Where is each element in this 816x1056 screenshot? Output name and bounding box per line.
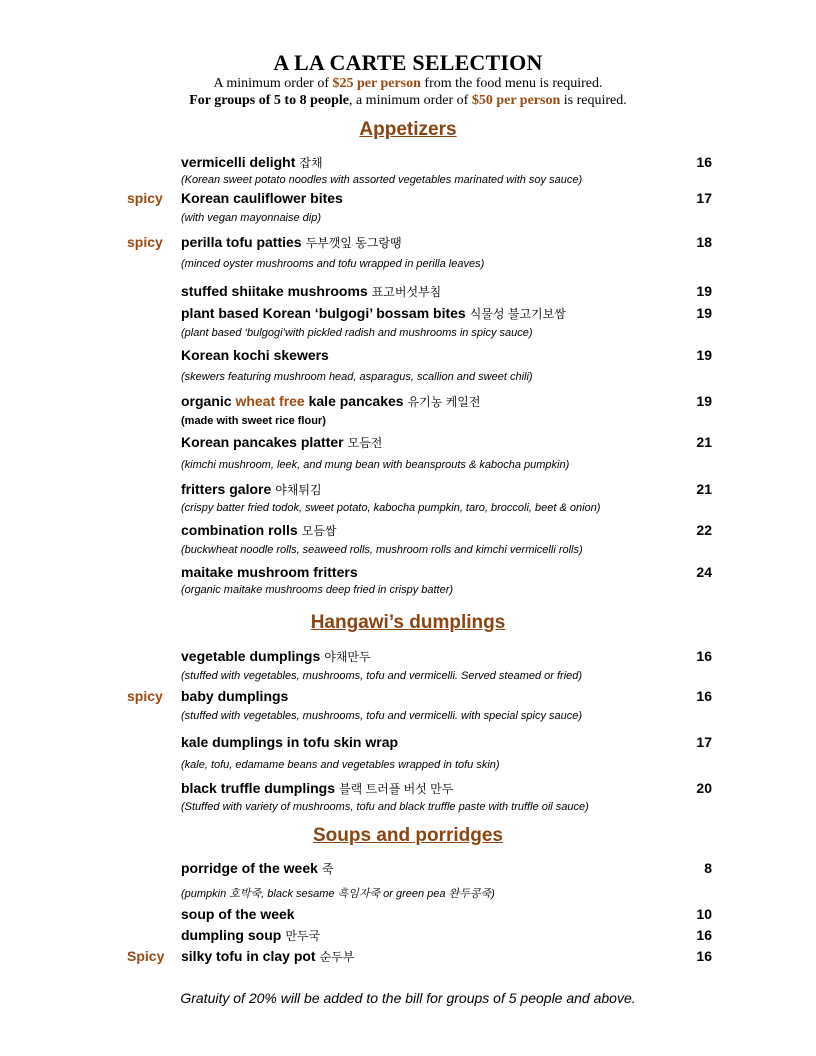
menu-item-name: organic wheat free kale pancakes 유기농 케일전 xyxy=(181,393,481,409)
menu-item-description: (stuffed with vegetables, mushrooms, tofu and vermicelli. with special spicy sauce) xyxy=(181,710,583,722)
menu-item-description: (Stuffed with variety of mushrooms, tofu and black truffle paste with truffle oil sauce) xyxy=(181,801,589,813)
menu-item-name: vermicelli delight 잡채 xyxy=(181,154,323,170)
section-heading-appetizers: Appetizers xyxy=(359,119,457,140)
menu-item-name: soup of the week xyxy=(181,906,295,922)
menu-item-description: (stuffed with vegetables, mushrooms, tofu and vermicelli. Served steamed or fried) xyxy=(181,670,583,682)
menu-item-price: 18 xyxy=(696,234,712,250)
menu-item-description: (buckwheat noodle rolls, seaweed rolls, mushroom rolls and kimchi vermicelli rolls) xyxy=(181,544,583,556)
menu-item-price: 16 xyxy=(696,648,712,664)
menu-item-name: Korean kochi skewers xyxy=(181,347,329,363)
menu-item-description: (crispy batter fried todok, sweet potato, kabocha pumpkin, taro, broccoli, beet & onion) xyxy=(181,502,601,514)
menu-item-name: combination rolls 모듬쌈 xyxy=(181,522,337,538)
menu-item-name: baby dumplings xyxy=(181,688,289,704)
menu-item-price: 17 xyxy=(696,734,712,750)
menu-item-price: 22 xyxy=(696,522,712,538)
menu-item-description: (skewers featuring mushroom head, asparagus, scallion and sweet chili) xyxy=(181,371,533,383)
menu-item-price: 24 xyxy=(696,564,712,580)
menu-item-description: (kimchi mushroom, leek, and mung bean with beansprouts & kabocha pumpkin) xyxy=(181,459,570,471)
menu-item-description: (kale, tofu, edamame beans and vegetables wrapped in tofu skin) xyxy=(181,759,500,771)
spicy-tag: spicy xyxy=(127,688,163,704)
menu-item-price: 8 xyxy=(704,860,712,876)
menu-item-price: 19 xyxy=(696,393,712,409)
menu-item-name: kale dumplings in tofu skin wrap xyxy=(181,734,399,750)
menu-item-name: silky tofu in clay pot 순두부 xyxy=(181,948,355,964)
menu-item-description: (organic maitake mushrooms deep fried in crispy batter) xyxy=(181,584,454,596)
gratuity-note: Gratuity of 20% will be added to the bill for groups of 5 people and above. xyxy=(180,990,636,1006)
menu-item-price: 17 xyxy=(696,190,712,206)
section-heading-soups: Soups and porridges xyxy=(312,825,504,846)
menu-item-name: fritters galore 야채튀김 xyxy=(181,481,322,497)
menu-item-price: 16 xyxy=(696,688,712,704)
menu-item-name: plant based Korean ‘bulgogi’ bossam bites 식물성 불고기보쌈 xyxy=(181,305,566,321)
menu-item-price: 16 xyxy=(696,927,712,943)
minimum-order-note: A minimum order of $25 per person from the food menu is required. xyxy=(213,76,603,91)
menu-item-name: Korean pancakes platter 모듬전 xyxy=(181,434,383,450)
menu-item-description: (Korean sweet potato noodles with assorted vegetables marinated with soy sauce) xyxy=(181,174,583,186)
spicy-tag: spicy xyxy=(127,234,163,250)
menu-item-description: (plant based ‘bulgogi’with pickled radish and mushrooms in spicy sauce) xyxy=(181,327,533,339)
menu-item-name: perilla tofu patties 두부깻잎 동그랑땡 xyxy=(181,234,402,250)
menu-item-description: (made with sweet rice flour) xyxy=(181,415,326,427)
menu-item-description: (pumpkin 호박죽, black sesame 흑임자죽 or green pea 완두콩죽) xyxy=(181,888,495,900)
menu-item-description: (with vegan mayonnaise dip) xyxy=(181,212,322,224)
menu-item-name: porridge of the week 죽 xyxy=(181,860,334,876)
spicy-tag: Spicy xyxy=(127,948,165,964)
menu-item-price: 19 xyxy=(696,305,712,321)
menu-item-price: 21 xyxy=(696,434,712,450)
menu-item-price: 16 xyxy=(696,948,712,964)
menu-item-name: maitake mushroom fritters xyxy=(181,564,358,580)
menu-item-price: 10 xyxy=(696,906,712,922)
menu-item-name: vegetable dumplings 야채만두 xyxy=(181,648,371,664)
section-heading-dumplings: Hangawi’s dumplings xyxy=(310,612,506,633)
page-title: A LA CARTE SELECTION xyxy=(273,50,543,75)
menu-item-price: 16 xyxy=(696,154,712,170)
menu-item-name: stuffed shiitake mushrooms 표고버섯부침 xyxy=(181,283,442,299)
menu-item-name: dumpling soup 만두국 xyxy=(181,927,321,943)
menu-item-price: 20 xyxy=(696,780,712,796)
menu-item-price: 19 xyxy=(696,347,712,363)
spicy-tag: spicy xyxy=(127,190,163,206)
menu-item-name: Korean cauliflower bites xyxy=(181,190,343,206)
menu-item-price: 19 xyxy=(696,283,712,299)
menu-item-name: black truffle dumplings 블랙 트러플 버섯 만두 xyxy=(181,780,454,796)
group-order-note: For groups of 5 to 8 people, a minimum order of $50 per person is required. xyxy=(189,93,627,108)
menu-item-description: (minced oyster mushrooms and tofu wrapped in perilla leaves) xyxy=(181,258,485,270)
menu-item-price: 21 xyxy=(696,481,712,497)
